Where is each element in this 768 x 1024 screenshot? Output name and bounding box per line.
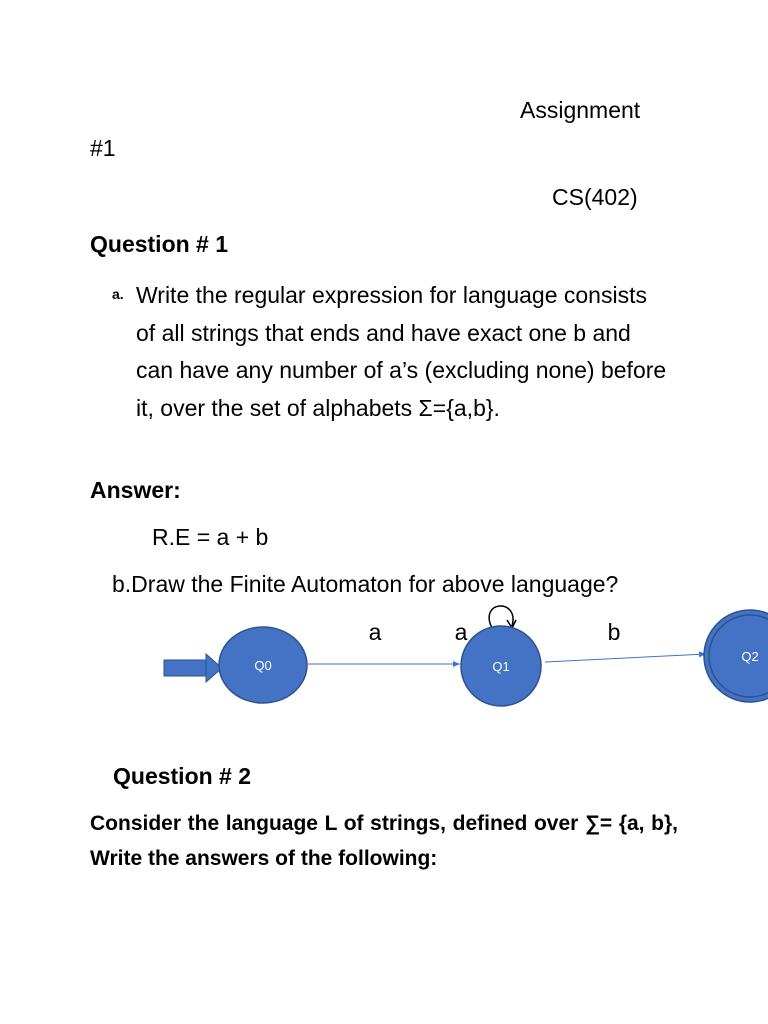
state-q1-label: Q1 <box>492 659 510 674</box>
transition-q1-q2 <box>545 654 706 662</box>
question-2-heading: Question # 2 <box>113 763 252 789</box>
transition-label-a-1: a <box>368 619 382 645</box>
list-marker: a. <box>112 286 124 302</box>
question-2-body: Consider the language L of strings, defined over ∑= {a, b}, Write the answers of the following: <box>90 812 678 870</box>
state-q1 <box>461 626 541 706</box>
question-1-heading: Question # 1 <box>90 231 229 257</box>
question-1-part-a <box>112 277 672 427</box>
transition-label-b: b <box>607 619 621 645</box>
transition-label-a-2: a <box>454 619 468 645</box>
state-q2-accepting <box>704 610 768 702</box>
state-q2-label: Q2 <box>741 649 759 664</box>
assignment-number: #1 <box>90 135 116 161</box>
course-code: CS(402) <box>552 184 638 210</box>
assignment-title: Assignment <box>520 97 641 123</box>
answer-text: R.E = a + b <box>152 524 269 550</box>
state-q0 <box>219 627 307 703</box>
finite-automaton-diagram <box>0 590 768 730</box>
state-q0-label: Q0 <box>254 658 272 673</box>
question-1-part-a-text: Write the regular expression for language consists of all strings that ends and have exact one b and can have any number of a’s (excluding none) before it, over the set of alphabets Σ={a,b}. <box>136 282 667 421</box>
start-arrow-icon <box>164 654 222 682</box>
question-1-part-b-text: b.Draw the Finite Automaton for above language? <box>112 571 619 597</box>
answer-label: Answer: <box>90 477 181 503</box>
